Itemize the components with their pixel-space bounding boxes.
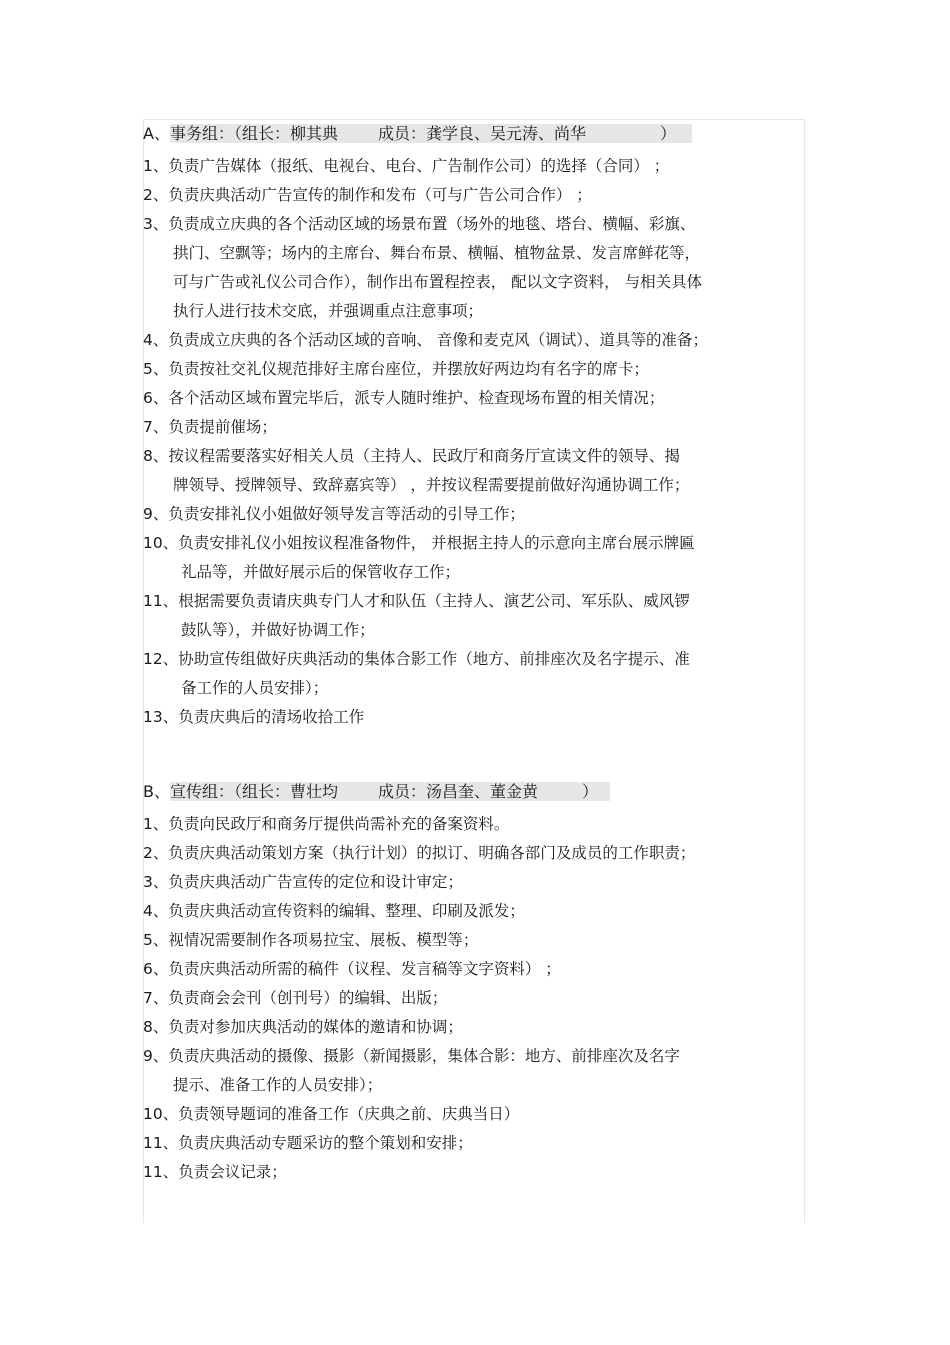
list-item xyxy=(143,703,808,732)
list-item-text: 3、负责成立庆典的各个活动区域的场景布置（场外的地毯、塔台、横幅、彩旗、 xyxy=(143,215,696,233)
list-item-text: 10、负责安排礼仪小姐按议程准备物件， 并根据主持人的示意向主席台展示牌匾 xyxy=(143,534,695,552)
list-item xyxy=(143,413,808,442)
section-b-publicity-group xyxy=(143,780,808,1187)
section-a-business-group xyxy=(143,122,808,732)
list-item-continuation: 牌领导、授牌领导、致辞嘉宾等） ，并按议程需要提前做好沟通协调工作； xyxy=(173,476,690,494)
section-a-title: 事务组：（组长：柳其典 xyxy=(169,124,338,143)
list-item-text: 9、负责庆典活动的摄像、摄影（新闻摄影，集体合影：地方、前排座次及名字 xyxy=(143,1047,680,1065)
section-b-duty-list xyxy=(143,810,808,1187)
list-item-continuation: 提示、准备工作的人员安排）； xyxy=(173,1076,383,1094)
list-item-text: 10、负责领导题词的准备工作（庆典之前、庆典当日） xyxy=(143,1105,520,1123)
list-item-text: 8、按议程需要落实好相关人员（主持人、民政厅和商务厅宣读文件的领导、揭 xyxy=(143,447,680,465)
section-b-title: 宣传组：（组长：曹壮均 xyxy=(169,782,338,801)
list-item-text: 7、负责提前催场； xyxy=(143,418,277,436)
list-item xyxy=(143,1013,808,1042)
list-item xyxy=(143,152,808,181)
section-b-close: ） xyxy=(582,782,599,801)
list-item xyxy=(143,210,808,326)
list-item-text: 11、负责庆典活动专题采访的整个策划和安排； xyxy=(143,1134,473,1152)
list-item xyxy=(143,384,808,413)
list-item xyxy=(143,587,808,645)
section-a-duty-list xyxy=(143,152,808,732)
list-item xyxy=(143,500,808,529)
list-item-text: 9、负责安排礼仪小姐做好领导发言等活动的引导工作； xyxy=(143,505,525,523)
section-a-heading xyxy=(143,122,808,146)
list-item xyxy=(143,984,808,1013)
list-item xyxy=(143,955,808,984)
section-a-close: ） xyxy=(659,124,676,143)
list-item-text: 3、负责庆典活动广告宣传的定位和设计审定； xyxy=(143,873,463,891)
list-item-text: 4、负责庆典活动宣传资料的编辑、整理、印刷及派发； xyxy=(143,902,525,920)
list-item xyxy=(143,1100,808,1129)
section-a-highlight xyxy=(170,124,692,143)
list-item-continuation: 执行人进行技术交底，并强调重点注意事项； xyxy=(173,302,484,320)
section-b-prefix: B、 xyxy=(143,782,170,801)
list-item-text: 8、负责对参加庆典活动的媒体的邀请和协调； xyxy=(143,1018,463,1036)
list-item-continuation: 备工作的人员安排）； xyxy=(181,679,329,697)
list-item-text: 6、各个活动区域布置完毕后，派专人随时维护、检查现场布置的相关情况； xyxy=(143,389,665,407)
list-item-text: 5、负责按社交礼仪规范排好主席台座位，并摆放好两边均有名字的席卡； xyxy=(143,360,649,378)
list-item-text: 12、协助宣传组做好庆典活动的集体合影工作（地方、前排座次及名字提示、准 xyxy=(143,650,690,668)
list-item xyxy=(143,181,808,210)
list-item-text: 1、负责广告媒体（报纸、电视台、电台、广告制作公司）的选择（合同） ； xyxy=(143,157,670,175)
list-item xyxy=(143,1158,808,1187)
list-item xyxy=(143,355,808,384)
list-item-text: 2、负责庆典活动策划方案（执行计划）的拟订、明确各部门及成员的工作职责； xyxy=(143,844,696,862)
list-item-text: 4、负责成立庆典的各个活动区域的音响、 音像和麦克风（调试）、道具等的准备； xyxy=(143,331,709,349)
list-item xyxy=(143,442,808,500)
list-item xyxy=(143,326,808,355)
list-item-continuation: 可与广告或礼仪公司合作），制作出布置程控表， 配以文字资料， 与相关具体 xyxy=(173,273,703,291)
list-item xyxy=(143,645,808,703)
list-item-continuation: 拱门、空飘等；场内的主席台、舞台布景、横幅、植物盆景、发言席鲜花等， xyxy=(173,244,701,262)
list-item-continuation: 礼品等，并做好展示后的保管收存工作； xyxy=(181,563,461,581)
list-item xyxy=(143,810,808,839)
list-item-text: 2、负责庆典活动广告宣传的制作和发布（可与广告公司合作） ； xyxy=(143,186,592,204)
list-item-text: 6、负责庆典活动所需的稿件（议程、发言稿等文字资料） ； xyxy=(143,960,561,978)
list-item-text: 7、负责商会会刊（创刊号）的编辑、出版； xyxy=(143,989,448,1007)
list-item xyxy=(143,897,808,926)
list-item-text: 1、负责向民政厅和商务厅提供尚需补充的备案资料。 xyxy=(143,815,510,833)
list-item-continuation: 鼓队等），并做好协调工作； xyxy=(181,621,375,639)
list-item xyxy=(143,529,808,587)
section-a-members: 成员：龚学良、吴元涛、尚华 xyxy=(377,124,586,143)
list-item xyxy=(143,1042,808,1100)
list-item xyxy=(143,1129,808,1158)
list-item-text: 11、根据需要负责请庆典专门人才和队伍（主持人、演艺公司、军乐队、威风锣 xyxy=(143,592,690,610)
list-item xyxy=(143,868,808,897)
list-item-text: 13、负责庆典后的清场收拾工作 xyxy=(143,708,365,726)
section-b-heading xyxy=(143,780,808,804)
list-item-text: 11、负责会议记录； xyxy=(143,1163,287,1181)
section-a-prefix: A、 xyxy=(143,124,170,143)
section-b-members: 成员：汤昌奎、董金黄 xyxy=(378,782,539,801)
section-b-highlight xyxy=(170,782,610,801)
list-item-text: 5、视情况需要制作各项易拉宝、展板、模型等； xyxy=(143,931,479,949)
list-item xyxy=(143,839,808,868)
list-item xyxy=(143,926,808,955)
